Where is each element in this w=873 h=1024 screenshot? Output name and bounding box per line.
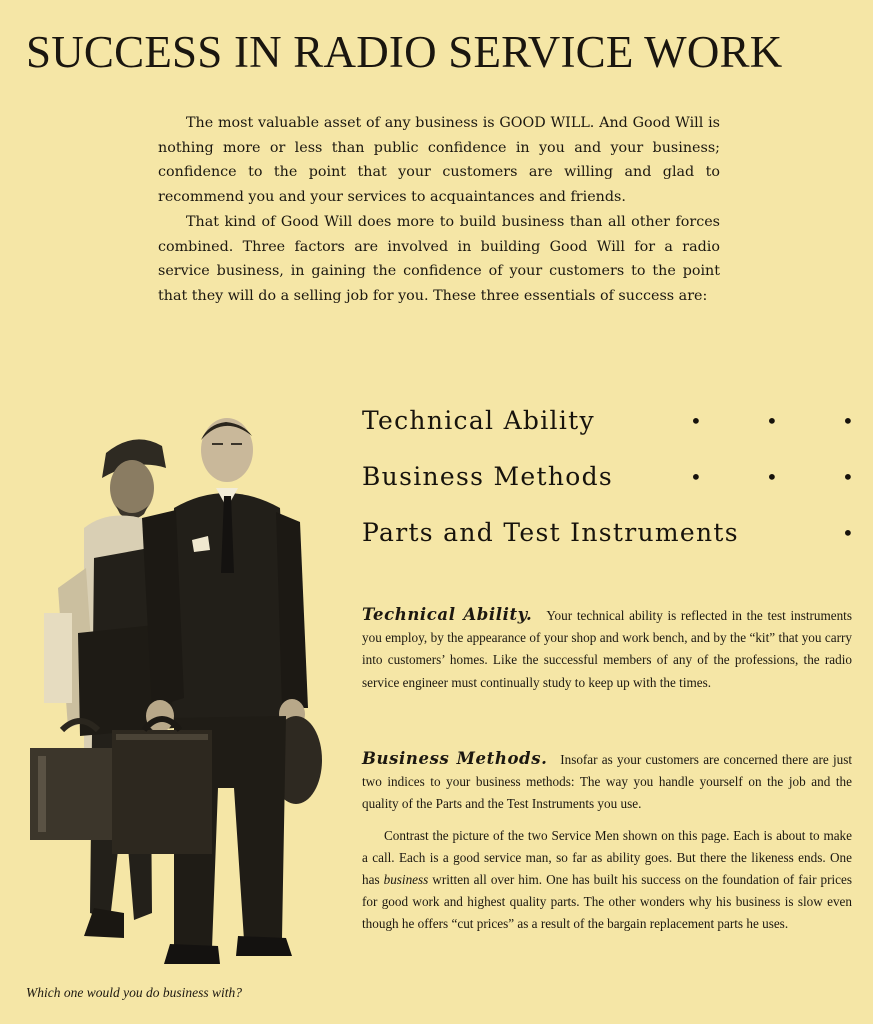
technical-ability-heading: Technical Ability.: [362, 605, 533, 624]
leader-dot: •: [842, 465, 856, 489]
essential-item-technical-ability: [362, 400, 854, 456]
essential-item-parts-and-test-instruments: [362, 512, 854, 568]
essential-item-business-methods: [362, 456, 854, 512]
leader-dot: •: [766, 409, 780, 433]
leader-dot: •: [842, 409, 856, 433]
intro-paragraph: That kind of Good Will does more to build business than all other forces combined. Three factors are involved in building Good Will for a radio service business, in gaining the confidence of your customers to the point that they will do a selling job for you. These three essentials of success are:: [158, 213, 720, 304]
page-title: SUCCESS IN RADIO SERVICE WORK: [26, 27, 783, 77]
business-methods-section: [362, 748, 852, 936]
business-methods-heading: Business Methods.: [362, 749, 548, 768]
essential-label: Parts and Test Instruments: [362, 518, 739, 547]
essential-label: Business Methods: [362, 462, 614, 491]
emphasis-word: business: [383, 872, 429, 888]
business-methods-text: Insofar as your customers are concerned there are just two indices to your business methods: The way you handle yourself on the job and the quality of the Parts and the Test Instruments you use.: [362, 752, 852, 812]
contrast-text: written all over him. One has built his success on the foundation of fair prices for good work and highest quality parts. The other wonders why his business is slow even though he offers “cut prices” as a result of the bargain replacement parts he uses.: [362, 872, 852, 932]
contrast-paragraph: [362, 825, 852, 936]
technical-ability-section: [362, 604, 852, 694]
intro-paragraph: The most valuable asset of any business is GOOD WILL. And Good Will is nothing more or less than public confidence in you and your business; confidence to the point that your customers are willing and glad to recommend you and your services to acquaintances and friends.: [158, 115, 720, 206]
leader-dot: •: [690, 465, 704, 489]
service-men-photo: [24, 408, 324, 978]
leader-dot: •: [766, 465, 780, 489]
leader-dot: •: [690, 409, 704, 433]
essential-label: Technical Ability: [362, 406, 595, 435]
technical-ability-text: Your technical ability is reflected in the test instruments you employ, by the appearance of your shop and work bench, and by the “kit” that you carry into customers’ homes. Like the successful members of any of the professions, the radio service engineer must continually study to keep up with the times.: [362, 608, 852, 690]
business-methods-paragraph: [362, 748, 852, 816]
photo-caption: Which one would you do business with?: [26, 985, 242, 1000]
technical-ability-paragraph: [362, 604, 852, 694]
contrast-text: Contrast the picture of the two Service Men shown on this page. Each is about to make a call. Each is a good service man, so far as ability goes. But there the likeness ends. One has: [362, 827, 852, 888]
essentials-list: [362, 400, 854, 568]
intro-text: [158, 111, 720, 309]
leader-dot: •: [842, 521, 856, 545]
